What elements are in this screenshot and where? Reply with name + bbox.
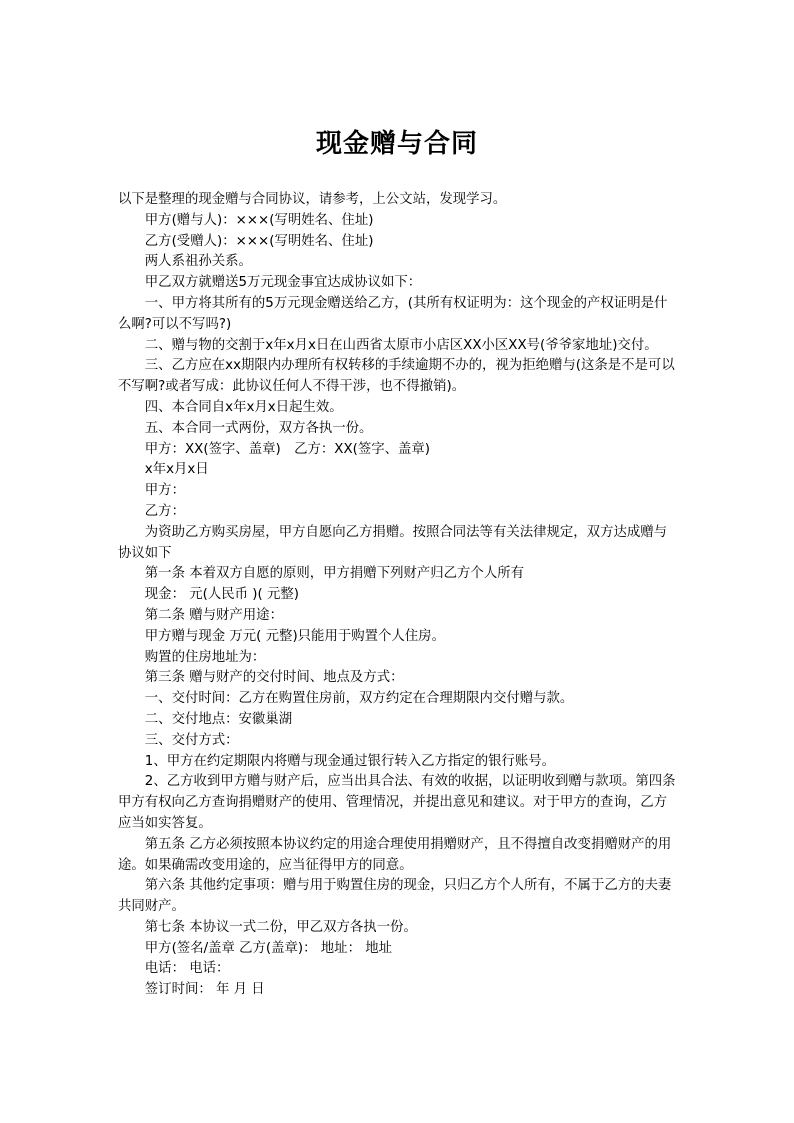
paragraph: 乙方： [144, 503, 185, 519]
paragraph: 甲方：XX(签字、盖章) 乙方：XX(签字、盖章) [144, 441, 431, 457]
paragraph: 五、本合同一式两份，双方各执一份。 [144, 420, 373, 436]
paragraph: 为资助乙方购买房屋，甲方自愿向乙方捐赠。按照合同法等有关法律规定，双方达成赠与协议如下 [118, 524, 668, 561]
paragraph: 二、交付地点：安徽巢湖 [144, 711, 293, 727]
paragraph: 一、交付时间：乙方在购置住房前，双方约定在合理期限内交付赠与款。 [144, 691, 574, 707]
paragraph: 购置的住房地址为： [144, 649, 266, 665]
paragraph: 2、乙方收到甲方赠与财产后，应当出具合法、有效的收据，以证明收到赠与款项。第四条 甲方有权向乙方查询捐赠财产的使用、管理情况，并提出意见和建议。对于甲方的查询，乙方应当如实答复。 [118, 774, 676, 831]
document-title: 现金赠与合同 [315, 129, 478, 159]
paragraph: 第三条 赠与财产的交付时间、地点及方式： [144, 670, 404, 686]
paragraph: 第五条 乙方必须按照本协议约定的用途合理使用捐赠财产，且不得擅自改变捐赠财产的用途。如果确需改变用途的，应当征得甲方的同意。 [118, 836, 672, 873]
paragraph: 两人系祖孙关系。 [144, 254, 252, 270]
paragraph: 甲方(赠与人)：×××(写明姓名、住址) [144, 212, 374, 228]
paragraph: 第二条 赠与财产用途： [144, 607, 283, 623]
paragraph: 甲方(签名/盖章 乙方(盖章)： 地址： 地址 [144, 940, 392, 956]
paragraph: 甲方： [144, 483, 185, 499]
paragraph: 现金： 元(人民币 )( 元整) [144, 587, 299, 603]
paragraph: 甲乙双方就赠送5万元现金事宜达成协议如下： [144, 275, 422, 291]
paragraph: 签订时间： 年 月 日 [144, 982, 265, 998]
paragraph: 电话： 电话： [144, 961, 230, 977]
paragraph: 以下是整理的现金赠与合同协议，请参考，上公文站，发现学习。 [118, 192, 507, 207]
paragraph: 1、甲方在约定期限内将赠与现金通过银行转入乙方指定的银行账号。 [144, 753, 556, 769]
paragraph: 第一条 本着双方自愿的原则，甲方捐赠下列财产归乙方个人所有 [144, 566, 524, 582]
paragraph: 四、本合同自x年x月x日起生效。 [144, 399, 343, 415]
document-body [118, 190, 678, 1001]
paragraph: 第六条 其他约定事项：赠与用于购置住房的现金，只归乙方个人所有，不属于乙方的夫妻共同财产。 [118, 878, 672, 915]
paragraph: 甲方赠与现金 万元( 元整)只能用于购置个人住房。 [144, 628, 445, 644]
paragraph: 一、甲方将其所有的5万元现金赠送给乙方，(其所有权证明为：这个现金的产权证明是什么啊?可以不写吗?) [118, 295, 668, 332]
paragraph: 二、赠与物的交割于x年x月x日在山西省太原市小店区XX小区XX号(爷爷家地址)交付。 [144, 337, 658, 353]
paragraph: x年x月x日 [144, 462, 209, 478]
paragraph: 第七条 本协议一式二份，甲乙双方各执一份。 [144, 919, 417, 935]
paragraph: 乙方(受赠人)：×××(写明姓名、住址) [144, 233, 374, 249]
paragraph: 三、交付方式： [144, 732, 239, 748]
paragraph: 三、乙方应在xx期限内办理所有权转移的手续逾期不办的，视为拒绝赠与(这条是不是可以不写啊?或者写成：此协议任何人不得干涉，也不得撤销)。 [118, 358, 675, 395]
